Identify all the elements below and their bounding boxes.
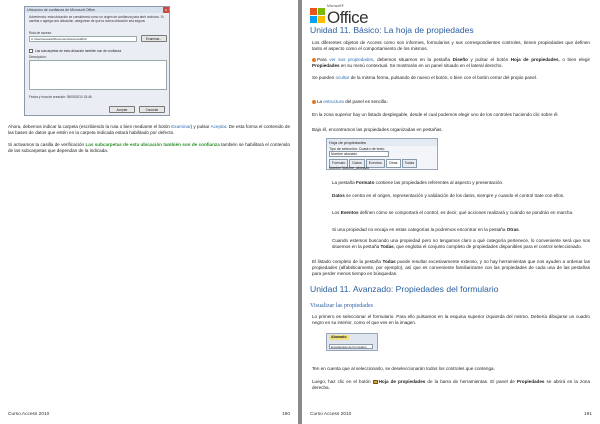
text: Ahora, debemos indicar la carpeta (escribiendo la ruta o bien mediante el botón [8, 124, 172, 129]
close-icon[interactable]: x [163, 7, 169, 13]
cancel-button[interactable]: Cancelar [139, 106, 165, 113]
examinar-link: Examinar [171, 124, 191, 129]
right-page [302, 0, 600, 424]
paragraph-seleccionar: Lo primero es seleccionar el formulario. Para ello pulsamos en la esquina superior izquierda del mismo. Debería dibujarse un cuadro negro en su interior, como el que ves en la imagen. [312, 314, 590, 326]
paragraph-listado [312, 259, 590, 278]
text: , que engloba el conjunto completo de propiedades disponibles para el control seleccionado. [393, 244, 582, 250]
text-bold: Propiedades [312, 63, 340, 69]
text: Luego, haz clic en el botón [312, 379, 373, 384]
trusted-location-dialog [24, 6, 170, 116]
text: El listado completo de la pestaña [312, 259, 383, 264]
text: . [518, 227, 520, 232]
description-label: Descripción: [29, 55, 47, 59]
paragraph-datos [332, 193, 590, 199]
paragraph-examinar [8, 124, 290, 136]
text: de la barra de herramientas. El panel de [425, 379, 517, 384]
paragraph-intro: Los diferentes objetos de Access como son informes, formularios y sus correspondientes controles, tienen propiedades que definen tanto el aspecto como el comportamiento de los mismos. [312, 40, 590, 52]
property-row: Nombre Nombre_abonado [329, 166, 370, 170]
paragraph-ocultar [312, 75, 590, 81]
text: y pulsar el botón [467, 57, 511, 62]
office-logo-icon [310, 8, 325, 23]
text: en su menú contextual. Se mostrarán en un panel situado en el lateral derecho. [339, 63, 503, 69]
text: puede resultar excesivamente extenso, y no hay herramientas que nos ayuden a ordenar las propiedades (alfabéticamente, por ejemplo), así que es conveniente familiarizarse con las propiedades de cada una de las pestañas para perder menos tiempo en búsquedas. [312, 259, 590, 277]
text: , o bien elegir [558, 57, 591, 62]
aceptar-link: Aceptar [210, 124, 227, 129]
paragraph-zona-superior: En la zona superior hay un listado desplegable, desde el cual podemos elegir uno de los controles haciendo clic sobre él. [312, 112, 559, 117]
property-sheet-button-label: Hoja de propiedades [378, 379, 426, 384]
paragraph-otras [332, 227, 590, 233]
tab-otras[interactable]: Otras [386, 159, 401, 168]
dialog-title: Ubicación de confianza de Microsoft Office [27, 8, 96, 12]
form-header-image [326, 333, 378, 351]
paragraph-deseleccion: Ten en cuenta que al seleccionarlo, se deseleccionarán todos los controles que contenga. [312, 366, 495, 371]
text-bold: Todas [380, 244, 394, 250]
left-footer [8, 412, 290, 418]
text: ) y pulsar [190, 124, 211, 129]
text: La [317, 99, 324, 104]
form-header-row: Encabezado del formulario [329, 344, 373, 349]
selection-type: Tipo de selección: Cuadro de texto [329, 147, 385, 152]
description-input[interactable] [29, 60, 167, 90]
property-sheet-icon [373, 380, 378, 384]
text: se centra en el origen, representación y validación de los datos, siempre y cuando el control trate con ellos. [344, 193, 565, 198]
form-tab-label: Abonado [331, 335, 347, 339]
paragraph-eventos [332, 210, 590, 216]
path-input[interactable]: C:\Users\usuario\Documents\Access2010 [29, 36, 137, 42]
text: Para [317, 57, 330, 62]
logo-office: Office [327, 7, 369, 27]
text: Si una propiedad no encaja en estas categorías la podremos encontrar en la pestaña [332, 227, 507, 232]
text: contiene las propiedades referentes al aspecto y presentación. [374, 180, 504, 185]
subfolders-checkbox[interactable] [29, 49, 121, 53]
text: La pestaña [332, 180, 357, 185]
text: . De esta forma el contenido de las bases de datos que estén en la carpeta indicada estará habilitado por defecto. [8, 124, 290, 136]
text-bold: Diseño [452, 57, 468, 62]
text: del panel es sencilla: [343, 99, 388, 104]
tab-datos[interactable]: Datos [349, 159, 364, 168]
text-bold: Formato [356, 180, 375, 185]
heading-visualizar: Visualizar las propiedades [310, 303, 373, 309]
dialog-advice: Advertencia: esta ubicación se considerará como un origen de confianza para abrir archivos. Si cambia o agrega una ubicación, asegúrese de que la nueva ubicación sea segura. [29, 15, 164, 24]
tab-todas[interactable]: Todas [402, 159, 418, 168]
bulb-icon [312, 58, 316, 62]
office-logo [310, 5, 368, 26]
text-bold: Otras [506, 227, 519, 232]
text: Se pueden [312, 75, 336, 80]
heading-basic: Unidad 11. Básico: La hoja de propiedades [310, 25, 474, 35]
text: definen cómo se comportará el control, es decir, qué acciones realizará y cuándo se pondrán en marcha. [358, 210, 574, 215]
text: también se habilitará el contenido de las subcarpetas que dependan de la indicada. [8, 142, 290, 154]
tab-formato[interactable]: Formato [329, 159, 348, 168]
browse-button[interactable]: Examinar... [141, 35, 167, 42]
tab-eventos[interactable]: Eventos [366, 159, 385, 168]
ver-highlight: ver sus propiedades [329, 57, 374, 62]
text-bold: Eventos [340, 210, 359, 215]
text-bold: Datos [332, 193, 345, 198]
heading-advanced: Unidad 11. Avanzado: Propiedades del formulario [310, 284, 499, 294]
control-select[interactable]: Nombre abonado [329, 151, 389, 157]
paragraph-todas [332, 238, 590, 250]
left-page [0, 0, 298, 424]
text-bold: Propiedades [516, 379, 545, 384]
footer-title: Curso Access 2010 [310, 411, 352, 417]
logo-microsoft: Microsoft® [327, 4, 344, 8]
subfolders-highlight: Las subcarpetas de esta ubicación también son de confianza [85, 142, 220, 147]
property-sheet-image [326, 138, 438, 170]
text: Los [332, 210, 341, 215]
paragraph-subfolders [8, 142, 290, 154]
paragraph-estructura [312, 99, 590, 105]
text: , debemos situarnos en la pestaña [373, 57, 453, 62]
paragraph-hoja [312, 379, 590, 391]
text-bold: Todas [382, 259, 396, 264]
accept-button[interactable]: Aceptar [109, 106, 135, 113]
text: Cuando estemos buscando una propiedad pero no tengamos claro a qué categoría pertenece, lo conveniente será que nos situemos en la pestaña [332, 238, 590, 250]
text: de la misma forma, pulsando de nuevo el botón, o bien con el botón cerrar del propio panel. [349, 75, 538, 80]
path-label: Ruta de acceso: [29, 31, 53, 35]
page-number: 191 [583, 411, 592, 417]
property-sheet-title: Hoja de propiedades [327, 139, 437, 146]
bulb-icon [312, 100, 316, 104]
text: Si activamos la casilla de verificación [8, 142, 86, 147]
paragraph-pestanas: Bajo él, encontramos las propiedades organizadas en pestañas. [312, 127, 443, 132]
text-bold: Hoja de propiedades [510, 57, 559, 62]
ocultar-highlight: ocultar [335, 75, 350, 80]
text: se abrirá en la zona derecha. [312, 379, 591, 391]
paragraph-formato [332, 180, 590, 186]
right-footer [310, 412, 592, 418]
estructura-highlight: estructura [323, 99, 344, 104]
footer-title: Curso Access 2010 [8, 411, 50, 417]
subfolders-checkbox-label: Las subcarpetas de esta ubicación también son de confianza [35, 49, 122, 53]
page-number: 190 [281, 411, 290, 417]
date-label: Fecha y hora de creación: 05/05/2010 15:46 [29, 95, 92, 99]
paragraph-ver [312, 57, 590, 69]
checkbox-box[interactable] [29, 49, 33, 53]
